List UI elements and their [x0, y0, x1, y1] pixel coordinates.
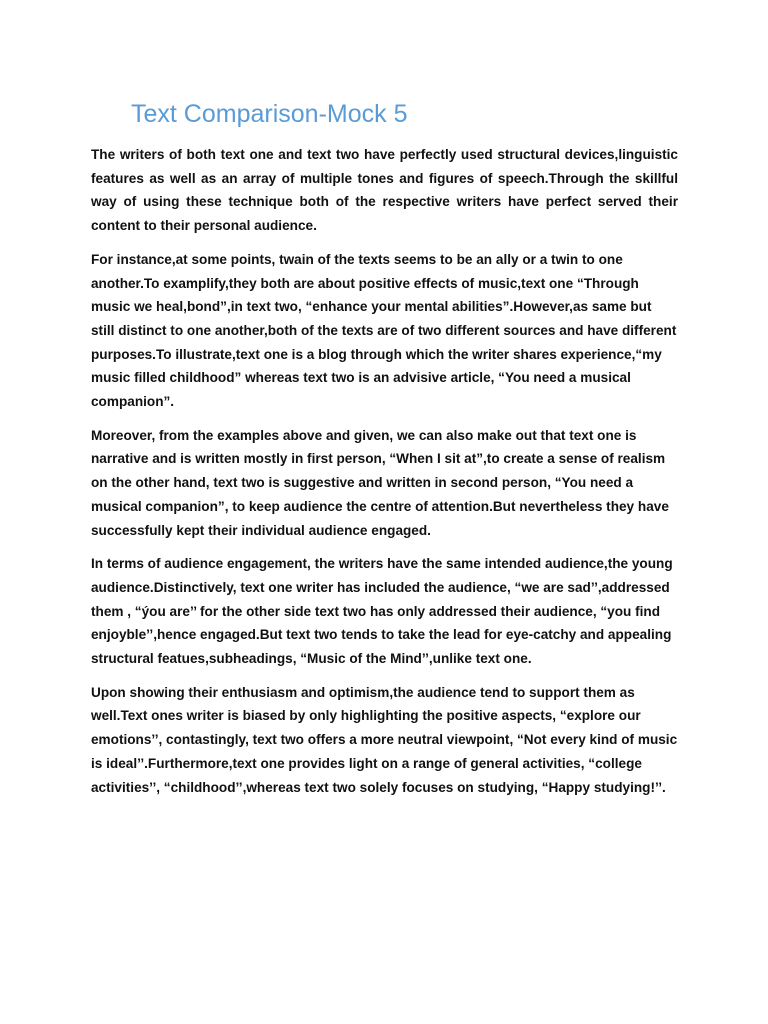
- paragraph-4: In terms of audience engagement, the writers have the same intended audience,the young audience.Distinctively, text one writer has included the audience, “we are sad’’,addressed them , “ýou are’’ for the other side text two has only addressed their audience, “you find enjoyble’’,hence engaged.But text two tends to take the lead for eye-catchy and appealing structural featues,subheadings, “Music of the Mind’’,unlike text one.: [91, 556, 673, 667]
- paragraph-1: The writers of both text one and text two have perfectly used structural devices,linguistic features as well as an array of multiple tones and figures of speech.Through the skillful way of using these technique both of the respective writers have perfect served their content to their personal audience.: [91, 147, 678, 234]
- document-title: Text Comparison-Mock 5: [131, 100, 408, 128]
- paragraph-3: Moreover, from the examples above and given, we can also make out that text one is narrative and is written mostly in first person, “When I sit at”,to create a sense of realism on the other hand, text two is suggestive and written in second person, “You need a musical companion”, to keep audience the centre of attention.But nevertheless they have successfully kept their individual audience engaged.: [91, 427, 669, 538]
- paragraph-2: For instance,at some points, twain of the texts seems to be an ally or a twin to one another.To examplify,they both are about positive effects of music,text one “Through music we heal,bond”,in text two, “enhance your mental abilities”.However,as same but still distinct to one another,both of the texts are of two different sources and have different purposes.To illustrate,text one is a blog through which the writer shares experience,“my music filled childhood” whereas text two is an advisive article, “You need a musical companion”.: [91, 251, 677, 410]
- paragraph-5: Upon showing their enthusiasm and optimism,the audience tend to support them as well.Text ones writer is biased by only highlighting the positive aspects, “explore our emotions’’, contastingly, text two offers a more neutral viewpoint, “Not every kind of music is ideal’’.Furthermore,text one provides light on a range of general activities, “college activities’’, “childhood’’,whereas text two solely focuses on studying, “Happy studying!’’.: [91, 684, 678, 795]
- document-body: [91, 143, 678, 809]
